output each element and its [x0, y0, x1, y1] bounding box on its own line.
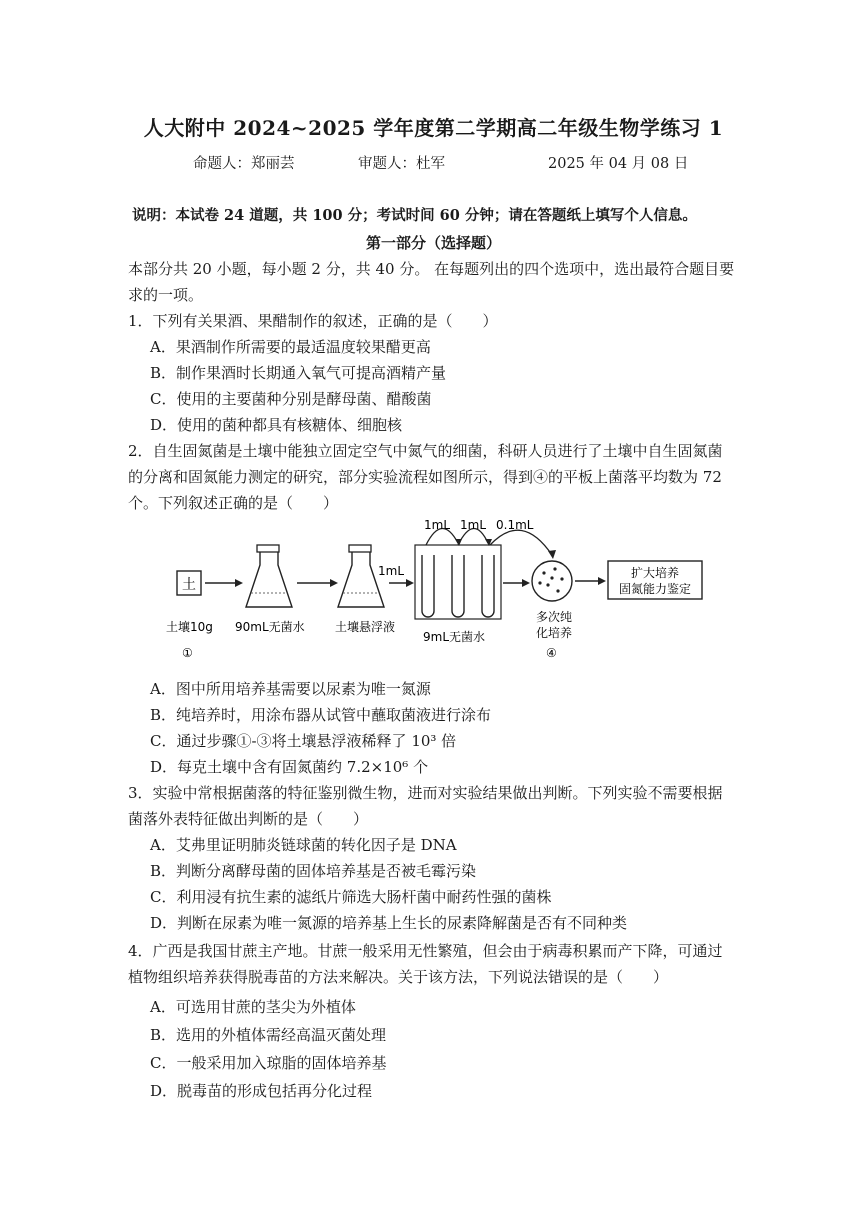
question-2-option-c: C．通过步骤①-③将土壤悬浮液稀释了 10³ 倍	[150, 732, 457, 750]
question-2-stem-line-2: 的分离和固氮能力测定的研究，部分实验流程如图所示，得到④的平板上菌落平均数为 72	[128, 468, 722, 486]
question-3-stem-line-1: 3．实验中常根据菌落的特征鉴别微生物，进而对实验结果做出判断。下列实验不需要根据	[128, 784, 723, 802]
transfer-volume-label: 1mL	[378, 564, 405, 578]
question-2-option-a: A．图中所用培养基需要以尿素为唯一氮源	[150, 680, 431, 698]
step-marker-1: ①	[182, 646, 193, 660]
question-3-stem-line-2: 菌落外表特征做出判断的是（ ）	[128, 810, 369, 828]
author-label: 命题人：郑丽芸	[193, 156, 295, 172]
question-3-option-d: D．判断在尿素为唯一氮源的培养基上生长的尿素降解菌是否有不同种类	[150, 914, 628, 932]
experiment-flow-diagram	[160, 515, 730, 670]
flask1-caption: 90mL无菌水	[235, 620, 305, 634]
plate-caption-line-2: 化培养	[536, 626, 573, 640]
flask2-caption: 土壤悬浮液	[335, 620, 396, 634]
question-3-option-a: A．艾弗里证明肺炎链球菌的转化因子是 DNA	[150, 836, 457, 854]
question-4-stem-line-2: 植物组织培养获得脱毒苗的方法来解决。关于该方法，下列说法错误的是（ ）	[128, 968, 669, 986]
dilution-tubes	[415, 528, 556, 619]
transfer-label-3: 0.1mL	[496, 518, 534, 532]
question-2-stem-line-3: 个。下列叙述正确的是（ ）	[128, 494, 339, 512]
question-2-option-b: B．纯培养时，用涂布器从试管中蘸取菌液进行涂布	[150, 706, 492, 724]
question-4-option-b: B．选用的外植体需经高温灭菌处理	[150, 1026, 387, 1044]
soil-caption: 土壤10g	[166, 620, 213, 634]
section-intro-line-1: 本部分共 20 小题，每小题 2 分，共 40 分。 在每题列出的四个选项中，选出最符合题目要	[128, 260, 735, 278]
section-title: 第一部分（选择题）	[365, 234, 501, 252]
exam-title: 人大附中 2024~2025 学年度第二学期高二年级生物学练习 1	[143, 116, 724, 140]
tubes-caption: 9mL无菌水	[423, 630, 486, 644]
question-1-stem: 1．下列有关果酒、果醋制作的叙述，正确的是（ ）	[128, 312, 498, 330]
question-1-option-b: B．制作果酒时长期通入氧气可提高酒精产量	[150, 364, 447, 382]
question-1-option-d: D．使用的菌种都具有核糖体、细胞核	[150, 416, 403, 434]
box-label-line-2: 固氮能力鉴定	[618, 582, 692, 596]
question-1-option-a: A．果酒制作所需要的最适温度较果醋更高	[150, 338, 431, 356]
step-marker-4: ④	[546, 646, 557, 660]
question-3-option-c: C．利用浸有抗生素的滤纸片筛选大肠杆菌中耐药性强的菌株	[150, 888, 552, 906]
question-1-option-c: C．使用的主要菌种分别是酵母菌、醋酸菌	[150, 390, 432, 408]
soil-sample-label: 土	[182, 577, 196, 593]
question-4-option-d: D．脱毒苗的形成包括再分化过程	[150, 1082, 373, 1100]
section-intro-line-2: 求的一项。	[128, 286, 204, 304]
question-4-option-c: C．一般采用加入琼脂的固体培养基	[150, 1054, 387, 1072]
reviewer-label: 审题人：杜军	[358, 156, 445, 172]
instructions: 说明：本试卷 24 道题，共 100 分；考试时间 60 分钟；请在答题纸上填写个人信息。	[132, 207, 697, 224]
box-label-line-1: 扩大培养	[630, 566, 680, 580]
transfer-label-1: 1mL	[424, 518, 451, 532]
flask-sterile-water	[246, 545, 292, 607]
question-4-option-a: A．可选用甘蔗的茎尖为外植体	[150, 998, 356, 1016]
petri-plate	[532, 561, 572, 601]
question-2-option-d: D．每克土壤中含有固氮菌约 7.2×10⁶ 个	[150, 758, 429, 776]
exam-date: 2025 年 04 月 08 日	[548, 156, 689, 172]
question-4-stem-line-1: 4．广西是我国甘蔗主产地。甘蔗一般采用无性繁殖，但会由于病毒积累而产下降，可通过	[128, 942, 723, 960]
question-2-stem-line-1: 2．自生固氮菌是土壤中能独立固定空气中氮气的细菌，科研人员进行了土壤中自生固氮菌	[128, 442, 723, 460]
plate-caption-line-1: 多次纯	[536, 610, 573, 624]
transfer-label-2: 1mL	[460, 518, 487, 532]
question-3-option-b: B．判断分离酵母菌的固体培养基是否被毛霉污染	[150, 862, 477, 880]
